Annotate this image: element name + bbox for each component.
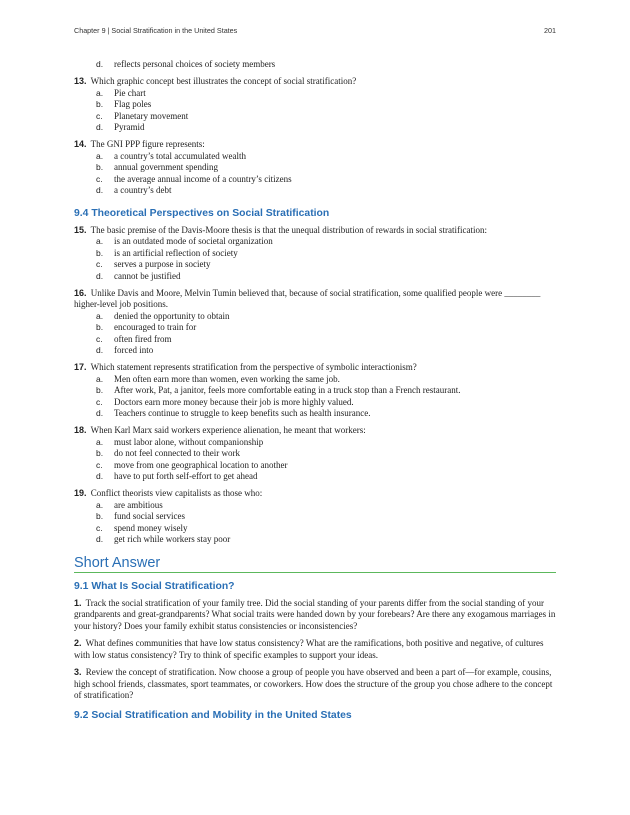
text: Review the concept of stratification. Now choose a group of people you have observed and been a part of—for example, cousins, high school friends, classmates, sport teammates, or coworkers. How does the structure of the group you chose adhere to the concept of stratification? [74, 667, 553, 700]
text: cannot be justified [114, 270, 181, 281]
section-heading-9-1: 9.1 What Is Social Stratification? [74, 580, 235, 592]
label-number: 14. [74, 139, 87, 149]
label-number: d. [96, 408, 104, 418]
text: The basic premise of the Davis-Moore thesis is that the unequal distribution of rewards in social stratification: [90, 224, 488, 235]
text: Pyramid [114, 122, 145, 132]
label-number: b. [96, 322, 104, 332]
text: Doctors earn more money because their job is more highly valued. [114, 396, 354, 407]
option [74, 534, 556, 546]
text: is an outdated mode of societal organization [114, 236, 273, 246]
option [74, 397, 556, 409]
option [74, 185, 556, 197]
question-stem [74, 288, 556, 311]
text: forced into [114, 345, 154, 355]
option [74, 259, 556, 271]
option [74, 374, 556, 386]
label-number: d. [96, 345, 104, 355]
label-number: d. [96, 270, 104, 281]
label-number: c. [96, 396, 103, 407]
option [74, 408, 556, 420]
label-number: c. [96, 333, 103, 344]
label-number: 19. [74, 488, 87, 498]
label-number: c. [96, 259, 103, 269]
text: denied the opportunity to obtain [114, 310, 230, 321]
text: annual government spending [114, 162, 218, 172]
text: often fired from [114, 333, 172, 344]
short-answer-heading: Short Answer [74, 555, 556, 573]
text: Pie chart [114, 87, 146, 98]
option [74, 511, 556, 523]
label-number: 13. [74, 76, 87, 86]
text: encouraged to train for [114, 322, 197, 332]
section-heading-9-4: 9.4 Theoretical Perspectives on Social Stratification [74, 207, 330, 219]
option [74, 151, 556, 163]
question-16 [74, 288, 556, 357]
question-18 [74, 425, 556, 483]
question-stem [74, 362, 556, 374]
option [74, 311, 556, 323]
page-number: 201 [544, 26, 556, 35]
text: Conflict theorists view capitalists as those who: [90, 488, 263, 498]
label-number: b. [96, 247, 104, 258]
text: are ambitious [114, 499, 163, 510]
label-number: c. [96, 459, 103, 470]
label-number: b. [96, 385, 104, 395]
text: Flag poles [114, 99, 152, 109]
question-14 [74, 139, 556, 197]
label-number: b. [96, 511, 104, 521]
question-12-continued [74, 59, 556, 71]
label-number: 16. [74, 287, 87, 298]
option [74, 174, 556, 186]
label-number: a. [96, 436, 104, 447]
option [74, 500, 556, 512]
text: What defines communities that have low status consistency? What are the ramifications, both positive and negative, of cultures with low status consistency? Try to think of specific examples to support your ideas. [74, 638, 544, 660]
text: move from one geographical location to another [114, 459, 288, 470]
question-stem [74, 225, 556, 237]
label-number: a. [96, 310, 104, 321]
option [74, 122, 556, 134]
option [74, 345, 556, 357]
text: fund social services [114, 511, 185, 521]
label-number: c. [96, 522, 103, 533]
short-answer-1 [74, 598, 556, 633]
question-stem [74, 139, 556, 151]
text: is an artificial reflection of society [114, 247, 238, 258]
text: reflects personal choices of society members [114, 59, 276, 69]
label-number: 1. [74, 597, 82, 608]
label-number: d. [96, 185, 104, 195]
label-number: b. [96, 162, 104, 172]
question-15 [74, 225, 556, 283]
text: do not feel connected to their work [114, 448, 240, 458]
question-19 [74, 488, 556, 546]
option [74, 322, 556, 334]
text: must labor alone, without companionship [114, 436, 264, 447]
option [74, 236, 556, 248]
label-number: 2. [74, 638, 82, 648]
text: Men often earn more than women, even working the same job. [114, 373, 340, 384]
option [74, 99, 556, 111]
option [74, 471, 556, 483]
text: The GNI PPP figure represents: [90, 139, 205, 149]
text: have to put forth self-effort to get ahead [114, 471, 258, 481]
label-number: a. [96, 236, 104, 246]
question-stem [74, 488, 556, 500]
text: Teachers continue to struggle to keep benefits such as health insurance. [114, 408, 371, 418]
label-number: d. [96, 471, 104, 481]
text: serves a purpose in society [114, 259, 211, 269]
short-answer-2 [74, 638, 556, 661]
page-content [74, 59, 556, 727]
text: After work, Pat, a janitor, feels more comfortable eating in a truck stop than a French restaurant. [114, 385, 461, 395]
option [74, 437, 556, 449]
text: Planetary movement [114, 110, 189, 121]
text: Unlike Davis and Moore, Melvin Tumin believed that, because of social stratification, some qualified people were ________ higher-level job positions. [74, 287, 541, 309]
option [74, 334, 556, 346]
chapter-title: Chapter 9 | Social Stratification in the United States [74, 26, 238, 35]
question-stem [74, 76, 556, 88]
section-heading-9-2: 9.2 Social Stratification and Mobility in the United States [74, 709, 352, 721]
short-answer-3 [74, 667, 556, 702]
text: a country’s total accumulated wealth [114, 150, 246, 161]
text: d. [96, 59, 104, 69]
option [74, 523, 556, 535]
text: a country’s debt [114, 185, 172, 195]
label-number: 15. [74, 224, 87, 235]
label-number: a. [96, 499, 104, 510]
option [74, 59, 556, 71]
page-header [74, 26, 556, 35]
question-17 [74, 362, 556, 420]
option [74, 162, 556, 174]
text: Track the social stratification of your family tree. Did the social standing of your parents differ from the social standing of your grandparents and great-grandparents? What social traits were handed down by your forebears? Are there any exogamous marriages in your history? Does your family exhibit status consistencies or inconsistencies? [74, 597, 556, 631]
option [74, 88, 556, 100]
label-number: b. [96, 448, 104, 458]
label-number: a. [96, 373, 104, 384]
label-number: c. [96, 173, 103, 184]
label-number: a. [96, 87, 104, 98]
option [74, 460, 556, 472]
label-number: a. [96, 150, 104, 161]
text: the average annual income of a country’s citizens [114, 173, 292, 184]
label-number: c. [96, 110, 103, 121]
text: Which graphic concept best illustrates the concept of social stratification? [90, 76, 357, 86]
option [74, 111, 556, 123]
label-number: 18. [74, 425, 87, 435]
label-number: b. [96, 99, 104, 109]
label-number: d. [96, 122, 104, 132]
text: Which statement represents stratification from the perspective of symbolic interactionism? [90, 362, 417, 372]
text: When Karl Marx said workers experience alienation, he meant that workers: [90, 425, 366, 435]
option [74, 248, 556, 260]
option [74, 385, 556, 397]
text: spend money wisely [114, 522, 188, 533]
option [74, 271, 556, 283]
option [74, 448, 556, 460]
label-number: 17. [74, 362, 87, 372]
label-number: d. [96, 534, 104, 544]
label-number: 3. [74, 667, 82, 677]
text: get rich while workers stay poor [114, 534, 231, 544]
question-stem [74, 425, 556, 437]
question-13 [74, 76, 556, 134]
